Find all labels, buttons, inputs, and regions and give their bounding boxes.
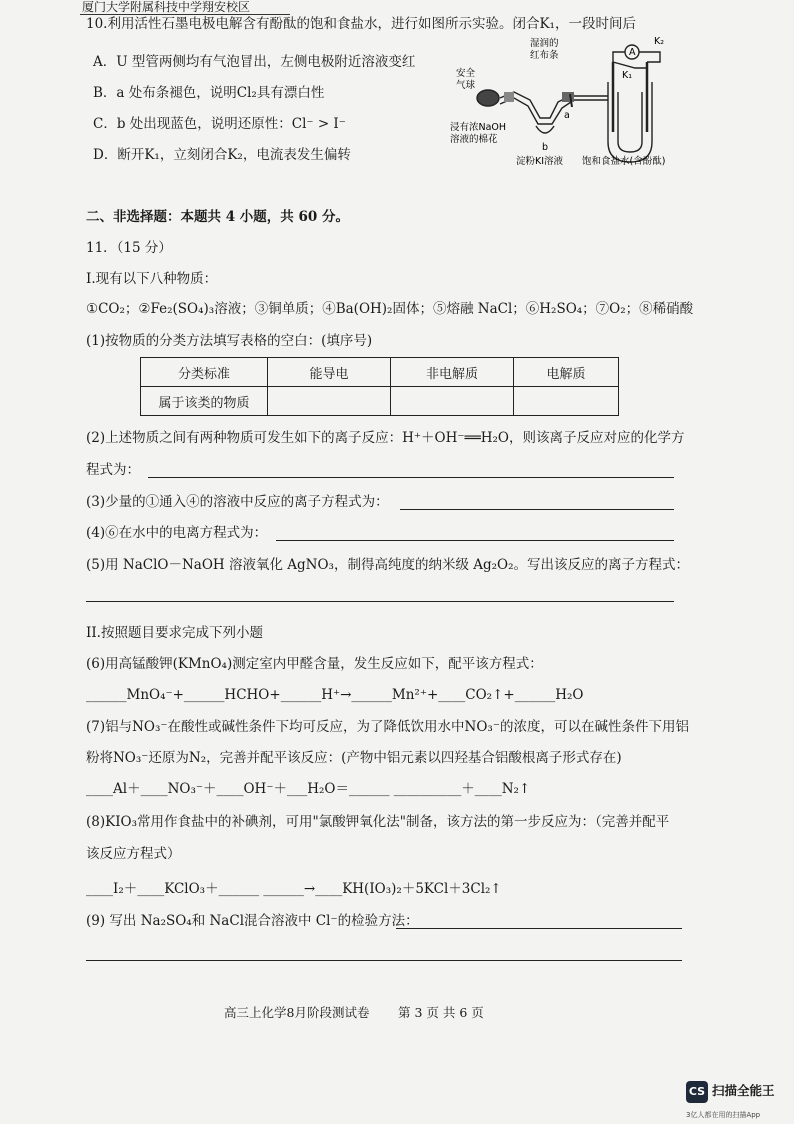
scanner-tagline: 3亿人都在用的扫描App (686, 1111, 761, 1119)
substance-list: ①CO₂；②Fe₂(SO₄)₃溶液；③铜单质；④Ba(OH)₂固体；⑤熔融 NaCl；⑥H₂SO₄；⑦O₂；⑧稀硝酸 (86, 301, 694, 317)
q11-part7-line1: (7)铝与NO₃⁻在酸性或碱性条件下均可反应，为了降低饮用水中NO₃⁻的浓度，可以在碱性条件下用铝 (86, 719, 689, 735)
equation-6: ______MnO₄⁻+______HCHO+______H⁺→______Mn²⁺+____CO₂↑+______H₂O (86, 687, 584, 703)
table-row-label: 属于该类的物质 (141, 387, 268, 416)
label-brine: 饱和食盐水(含酚酞) (582, 156, 666, 167)
label-cotton-2: 溶液的棉花 (450, 134, 498, 145)
label-k1: K₁ (622, 70, 633, 81)
answer-blank-line[interactable] (396, 928, 682, 929)
q11-part5: (5)用 NaClO－NaOH 溶液氧化 AgNO₃，制得高纯度的纳米级 Ag₂O₂。写出该反应的离子方程式： (86, 557, 690, 573)
label-cotton-1: 浸有浓NaOH (450, 122, 507, 133)
balloon-shape (477, 90, 499, 106)
equation-8: ____I₂＋____KClO₃＋______ ______→____KH(IO₃)₂＋5KCl＋3Cl₂↑ (86, 881, 502, 897)
q11-part3: (3)少量的①通入④的溶液中反应的离子方程式为： (86, 494, 389, 510)
q10-option-c: C．b 处出现蓝色，说明还原性：Cl⁻ > I⁻ (93, 116, 346, 132)
answer-blank-line[interactable] (86, 960, 682, 961)
q11-part4: (4)⑥在水中的电离方程式为： (86, 525, 268, 541)
table-header-cell: 电解质 (514, 358, 619, 387)
answer-blank-line[interactable] (276, 540, 674, 541)
part2-title: 二、非选择题：本题共 4 小题，共 60 分。 (86, 209, 349, 225)
table-blank-cell[interactable] (391, 387, 514, 416)
ki-solution (536, 126, 554, 133)
label-k2: K₂ (654, 36, 665, 47)
q11-part1: (1)按物质的分类方法填写表格的空白：(填序号) (86, 333, 373, 349)
answer-blank-line[interactable] (400, 509, 674, 510)
q10-option-a: A．U 型管两侧均有气泡冒出，左侧电极附近溶液变红 (93, 54, 416, 70)
footer-page-number: 第 3 页 共 6 页 (398, 1005, 484, 1020)
footer-title: 高三上化学8月阶段测试卷 (224, 1005, 370, 1020)
scanner-app-name: 扫描全能王 (712, 1083, 775, 1098)
q11-part2-line2: 程式为： (86, 462, 140, 478)
label-balloon-2: 气球 (456, 80, 476, 91)
table-blank-cell[interactable] (268, 387, 391, 416)
electrolysis-apparatus-diagram (450, 32, 686, 172)
q11-part9: (9) 写出 Na₂SO₄和 NaCl混合溶液中 Cl⁻的检验方法： (86, 913, 419, 929)
u-tube (608, 82, 652, 162)
label-ki: 淀粉KI溶液 (516, 156, 564, 167)
cotton-shape (504, 92, 514, 102)
q11-part7-line2: 粉将NO₃⁻还原为N₂，完善并配平该反应：(产物中铝元素以四羟基合铝酸根离子形式存在) (86, 750, 622, 766)
table-row (141, 387, 619, 416)
table-blank-cell[interactable] (514, 387, 619, 416)
q11-part8-line1: (8)KIO₃常用作食盐中的补碘剂，可用"氯酸钾氧化法"制备，该方法的第一步反应为：（完善并配平 (86, 814, 670, 830)
school-name: 厦门大学附属科技中学翔安校区 (82, 0, 251, 14)
table-header-cell: 非电解质 (391, 358, 514, 387)
q10-stem: 10.利用活性石墨电极电解含有酚酞的饱和食盐水，进行如图所示实验。闭合K₁，一段时间后 (86, 16, 636, 32)
table-row (141, 358, 619, 387)
q11-part6: (6)用高锰酸钾(KMnO₄)测定室内甲醛含量，发生反应如下，配平该方程式： (86, 656, 543, 672)
equation-7: ____Al＋____NO₃⁻＋____OH⁻＋___H₂O＝______ __________＋____N₂↑ (86, 781, 531, 797)
label-cloth-2: 红布条 (530, 50, 559, 61)
q11-part8-line2: 该反应方程式） (86, 846, 181, 862)
answer-blank-line[interactable] (148, 477, 674, 478)
section-1-heading: I.现有以下八种物质： (86, 271, 218, 287)
q10-option-d: D．断开K₁，立刻闭合K₂，电流表发生偏转 (93, 147, 351, 163)
q11-heading: 11．（15 分） (86, 240, 172, 256)
section-2-heading: II.按照题目要求完成下列小题 (86, 625, 263, 641)
label-a: a (564, 110, 570, 121)
label-cloth-1: 湿润的 (530, 38, 559, 49)
q10-option-b: B．a 处布条褪色，说明Cl₂具有漂白性 (93, 85, 325, 101)
classification-table (140, 357, 619, 416)
table-header-cell: 分类标准 (141, 358, 268, 387)
answer-blank-line[interactable] (86, 601, 674, 602)
label-balloon-1: 安全 (456, 68, 476, 79)
label-ammeter: A (629, 47, 636, 58)
table-header-cell: 能导电 (268, 358, 391, 387)
scanner-logo: CS (686, 1081, 708, 1103)
q11-part2-line1: (2)上述物质之间有两种物质可发生如下的离子反应：H⁺＋OH⁻══H₂O，则该离子反应对应的化学方 (86, 430, 685, 446)
label-b: b (542, 142, 549, 153)
